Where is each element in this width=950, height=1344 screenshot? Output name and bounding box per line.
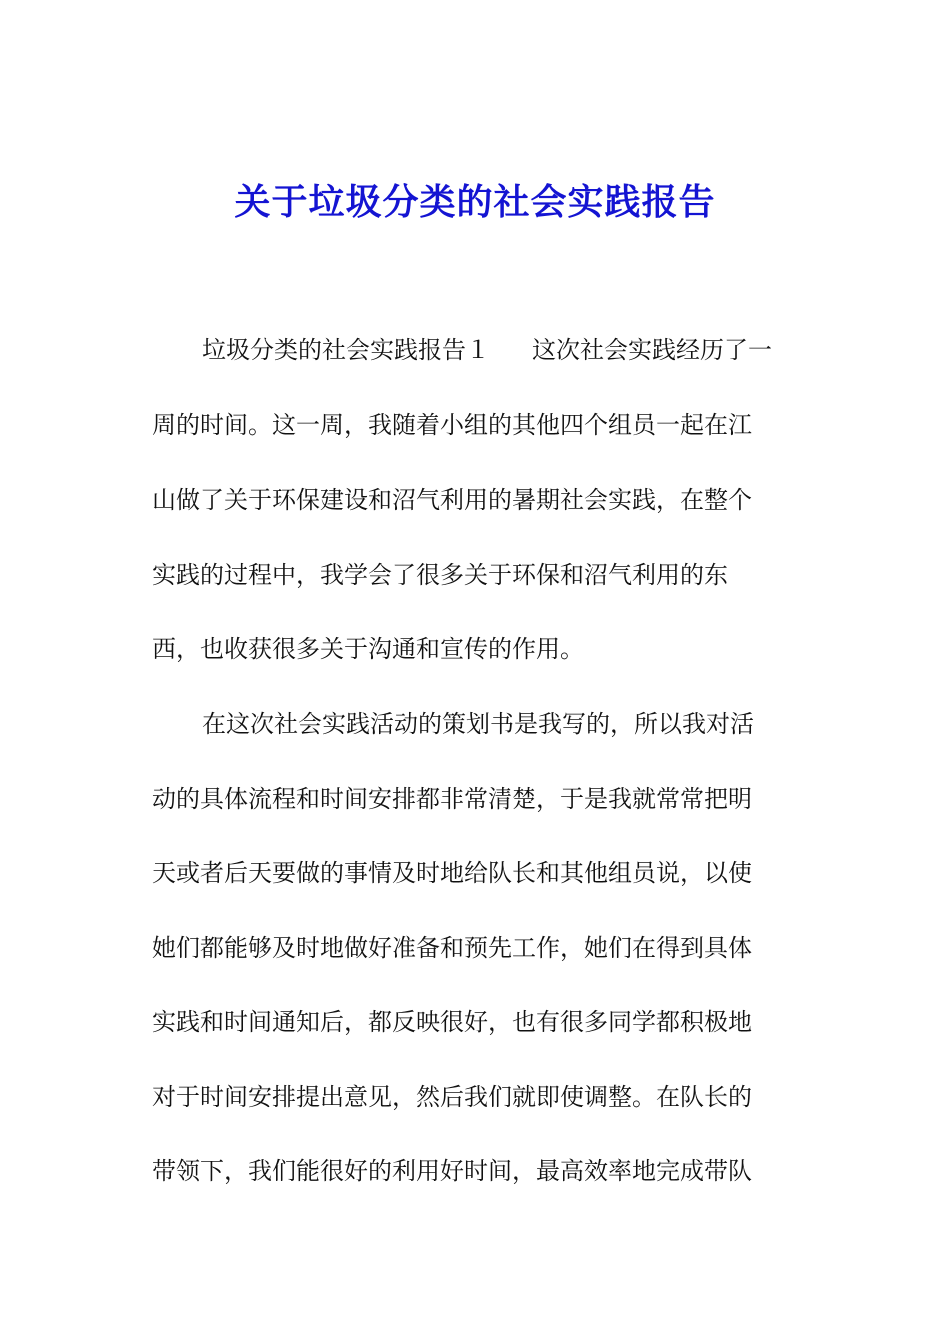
paragraph-1-line-4: 实践的过程中，我学会了很多关于环保和沼气利用的东 — [152, 561, 728, 589]
paragraph-2-line-3: 天或者后天要做的事情及时地给队长和其他组员说，以使 — [152, 859, 752, 887]
paragraph-2-line-7: 带领下，我们能很好的利用好时间，最高效率地完成带队 — [152, 1157, 752, 1185]
report-heading-text: 垃圾分类的社会实践报告１ — [202, 336, 490, 364]
document-title: 关于垃圾分类的社会实践报告 — [234, 181, 716, 223]
paragraph-2-line-4: 她们都能够及时地做好准备和预先工作，她们在得到具体 — [152, 934, 752, 962]
paragraph-1-lead-text: 这次社会实践经历了一 — [532, 336, 772, 364]
paragraph-2-line-6: 对于时间安排提出意见，然后我们就即使调整。在队长的 — [152, 1083, 752, 1111]
paragraph-1-line-2: 周的时间。这一周，我随着小组的其他四个组员一起在江 — [152, 411, 752, 439]
paragraph-1-line-5: 西，也收获很多关于沟通和宣传的作用。 — [152, 635, 584, 663]
paragraph-1-line-1 — [202, 330, 802, 370]
paragraph-2-line-2: 动的具体流程和时间安排都非常清楚，于是我就常常把明 — [152, 785, 752, 813]
paragraph-1-line-3: 山做了关于环保建设和沼气利用的暑期社会实践，在整个 — [152, 486, 752, 514]
paragraph-2-line-5: 实践和时间通知后，都反映很好，也有很多同学都积极地 — [152, 1008, 752, 1036]
paragraph-2-line-1: 在这次社会实践活动的策划书是我写的，所以我对活 — [202, 710, 754, 738]
